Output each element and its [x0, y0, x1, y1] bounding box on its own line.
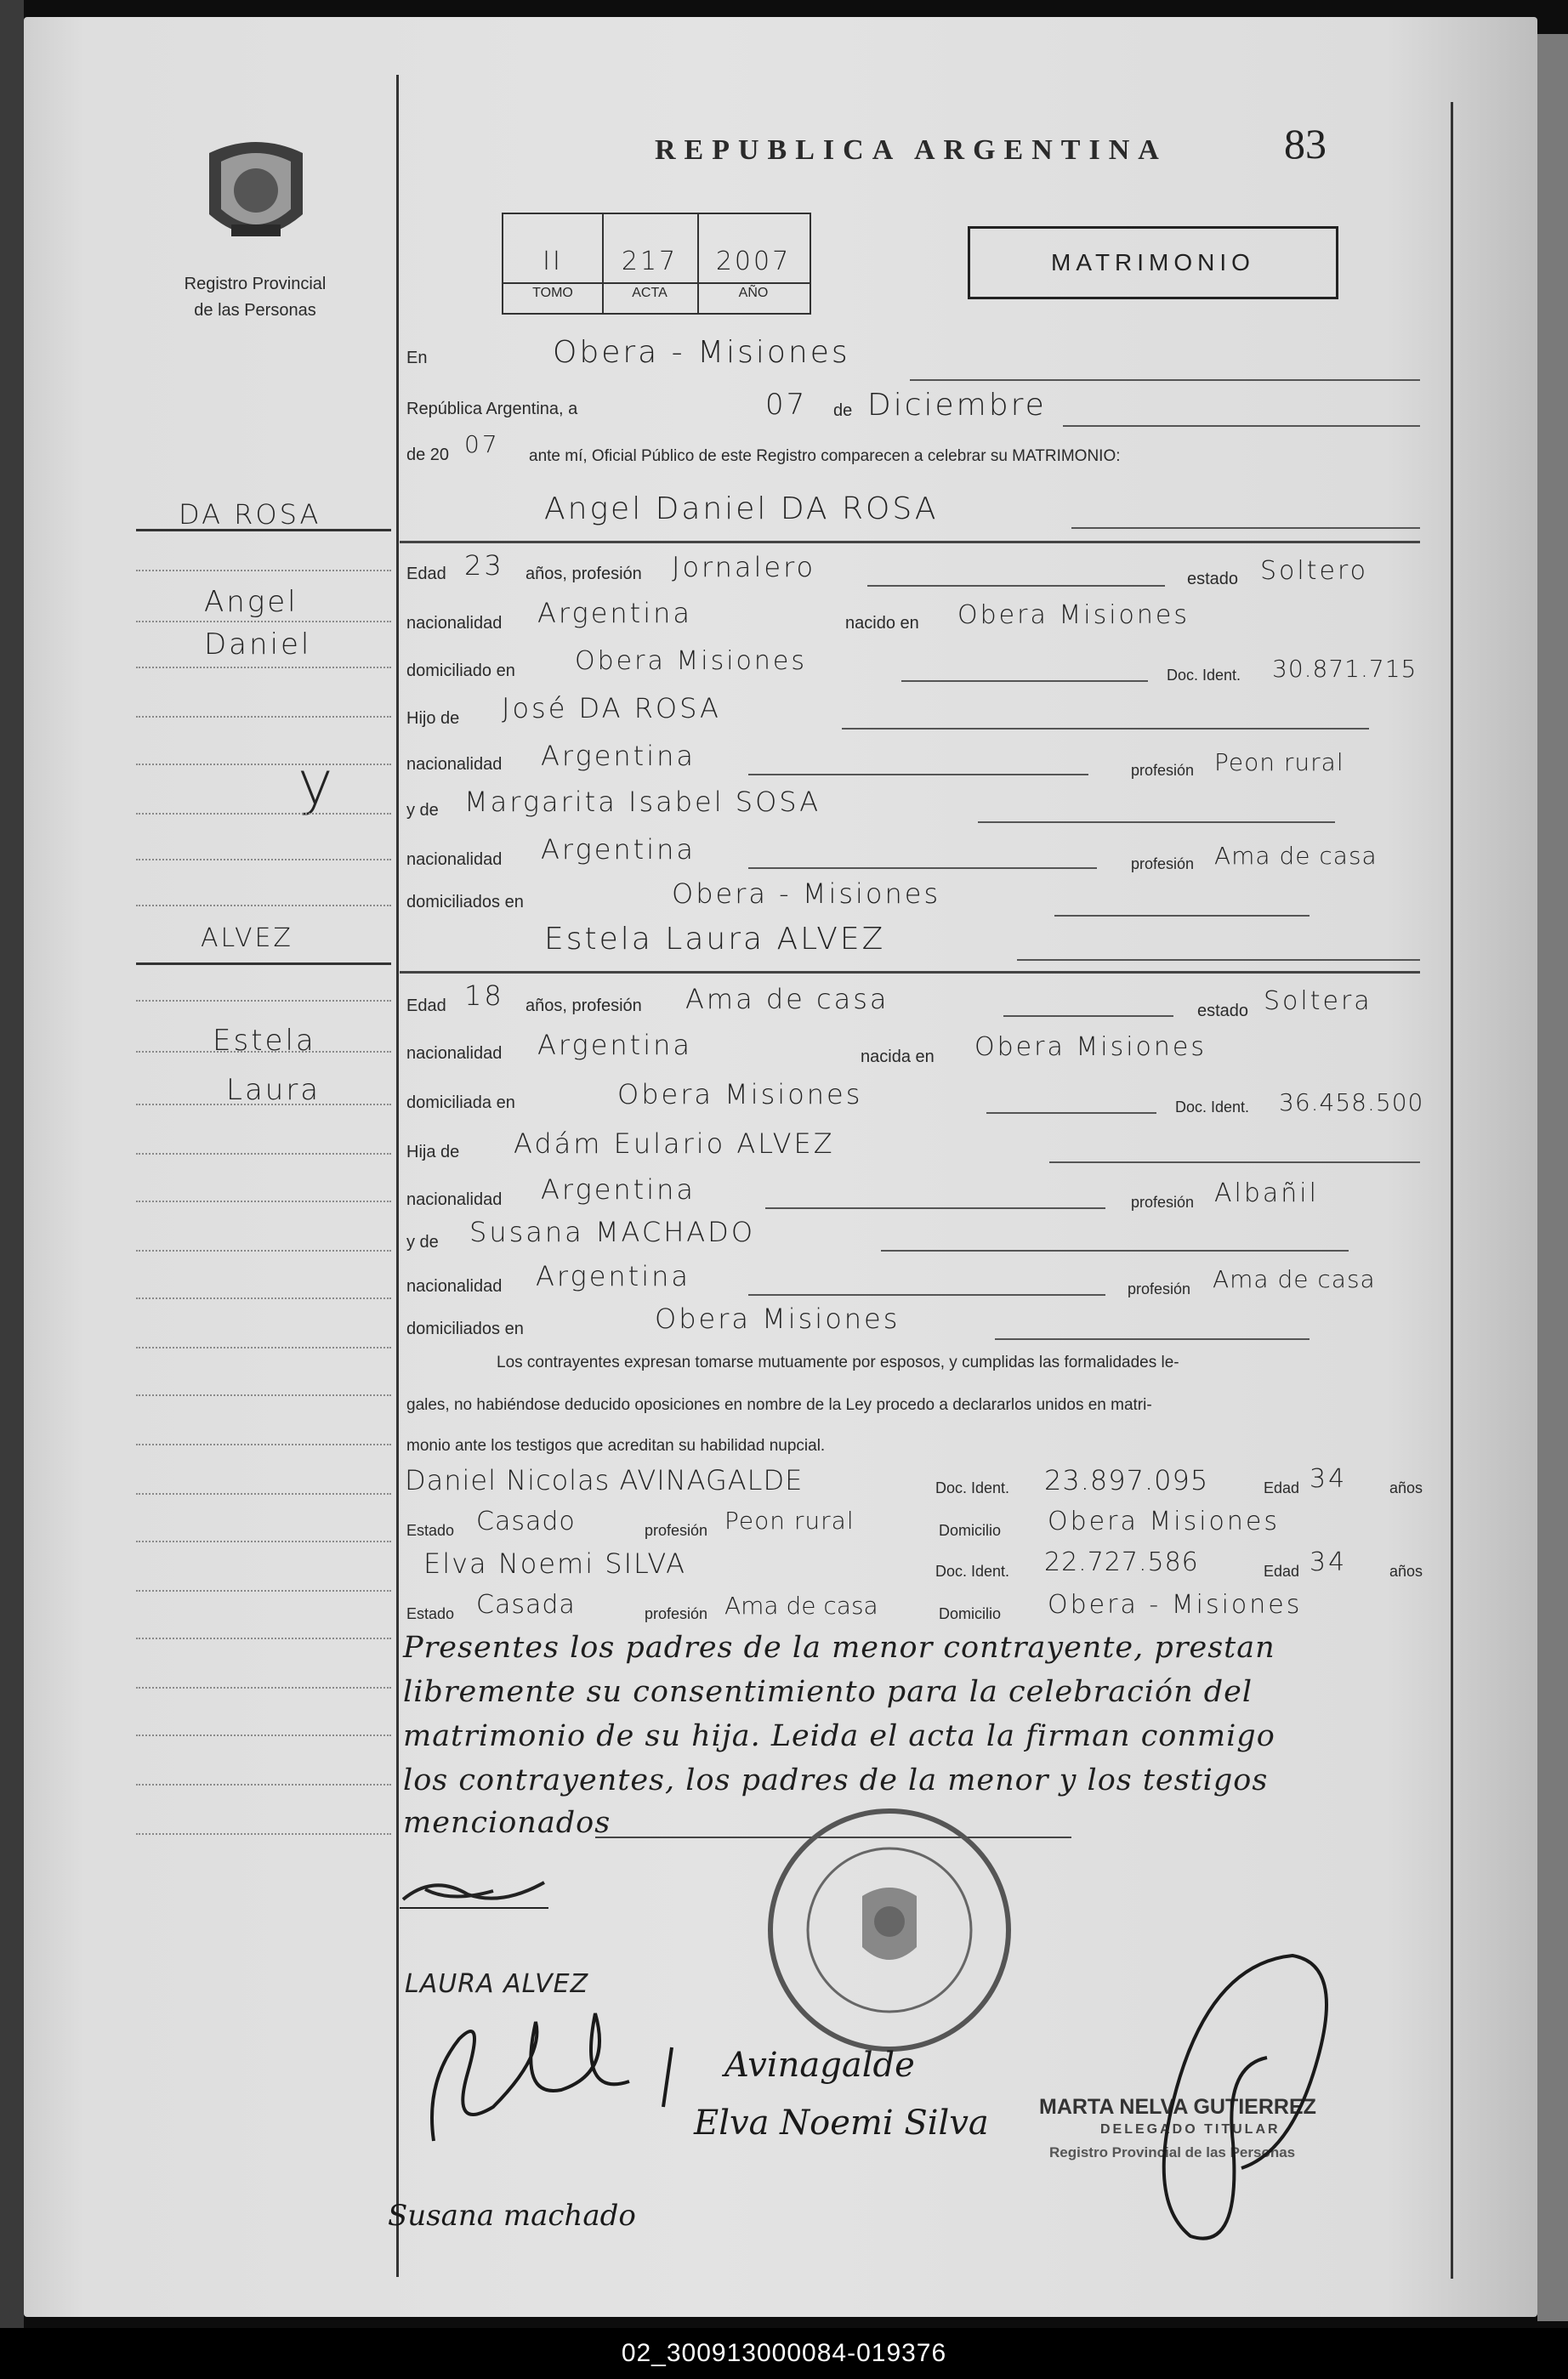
witness2-signature: Elva Noemi Silva	[694, 2104, 989, 2143]
nacionalidad-label: nacionalidad	[406, 1277, 503, 1296]
bride-mother-name: Susana MACHADO	[469, 1216, 755, 1248]
margin-dotted	[136, 1153, 391, 1155]
witness-domicilio-label: Domicilio	[939, 1605, 1002, 1622]
declaration-line2: gales, no habiéndose deducido oposiciones en nombre de la Ley procedo a declararlos unidos en matri-	[406, 1396, 1152, 1414]
witness1-signature: Avinagalde	[724, 2046, 915, 2085]
witness-edad-label: Edad	[1264, 1479, 1300, 1496]
registry-name-line1: Registro Provincial	[184, 275, 327, 293]
profesion-label: profesión	[1131, 762, 1195, 779]
anio-label: AÑO	[738, 286, 769, 300]
day-value: 07	[765, 388, 808, 422]
margin-dotted	[136, 1347, 391, 1348]
groom-given-margin-2: Daniel	[204, 627, 312, 661]
margin-dotted	[136, 621, 391, 622]
hija-label: Hija de	[406, 1143, 460, 1161]
witness-doc-label: Doc. Ident.	[935, 1563, 1010, 1580]
section-divider	[400, 541, 1420, 543]
fill-line	[748, 867, 1097, 869]
margin-dotted	[136, 1444, 391, 1445]
bride-mother-profession: Ama de casa	[1213, 1265, 1376, 1293]
margin-dotted	[136, 1051, 391, 1053]
declaration-line1: Los contrayentes expresan tomarse mutuamente por esposos, y cumplidas las formalidades le-	[497, 1354, 1179, 1371]
witness1-age: 34	[1310, 1464, 1348, 1494]
fill-line	[1063, 425, 1420, 427]
margin-dotted	[136, 1784, 391, 1786]
left-margin-rule	[396, 75, 399, 2277]
estado-label: estado	[1187, 570, 1239, 588]
witness2-profession: Ama de casa	[724, 1592, 878, 1620]
witness-domicilio-label: Domicilio	[939, 1522, 1002, 1539]
witness-estado-label: Estado	[406, 1605, 455, 1622]
acta-value: 217	[621, 247, 679, 276]
groom-full-name: Angel Daniel DA ROSA	[544, 491, 939, 526]
republica-label: República Argentina, a	[406, 400, 578, 418]
profesion-label: años, profesión	[526, 996, 642, 1015]
bride-birthplace: Obera Misiones	[974, 1032, 1207, 1062]
margin-dotted	[136, 1250, 391, 1252]
mother-signature: Susana machado	[388, 2199, 636, 2233]
registry-name-line2: de las Personas	[194, 301, 316, 320]
profesion-label: profesión	[1128, 1280, 1191, 1297]
domiciliado-label: domiciliado en	[406, 661, 515, 680]
edad-label: Edad	[406, 565, 446, 583]
bride-civil-status: Soltera	[1264, 986, 1372, 1016]
father-signature-icon	[417, 2005, 689, 2158]
groom-father-name: José DA ROSA	[502, 692, 721, 724]
estado-label: estado	[1197, 1002, 1249, 1020]
domiciliados-label: domiciliados en	[406, 1320, 524, 1338]
bride-father-name: Adám Eulario ALVEZ	[514, 1127, 835, 1160]
country-title: REPUBLICA ARGENTINA	[655, 134, 1167, 166]
year-suffix-value: 07	[464, 430, 500, 458]
groom-doc-number: 30.871.715	[1272, 655, 1417, 683]
fill-line	[867, 585, 1165, 587]
nacionalidad-label: nacionalidad	[406, 850, 503, 869]
notes-line3: matrimonio de su hija. Leida el acta la firman conmigo	[403, 1719, 1275, 1753]
witness-profesion-label: profesión	[645, 1605, 708, 1622]
profesion-label: profesión	[1131, 855, 1195, 872]
groom-mother-nationality: Argentina	[541, 833, 696, 866]
margin-dotted	[136, 1297, 391, 1299]
tomo-value: II	[543, 247, 563, 276]
book-edge-left	[0, 0, 24, 2330]
margin-dotted	[136, 1735, 391, 1736]
book-edge-right	[1537, 34, 1568, 2321]
bride-father-profession: Albañil	[1214, 1178, 1319, 1208]
groom-age: 23	[464, 549, 504, 582]
notes-line1: Presentes los padres de la menor contrayente, prestan	[403, 1631, 1275, 1665]
connector-y: y	[298, 748, 336, 818]
margin-rule	[136, 529, 391, 531]
margin-dotted	[136, 859, 391, 860]
fill-line	[1017, 959, 1420, 961]
groom-mother-name: Margarita Isabel SOSA	[464, 786, 821, 818]
ante-text: ante mí, Oficial Público de este Registro comparecen a celebrar su MATRIMONIO:	[529, 447, 1121, 465]
image-caption: 02_300913000084-019376	[0, 2328, 1568, 2379]
groom-surname-margin: DA ROSA	[179, 498, 321, 531]
margin-dotted	[136, 1541, 391, 1542]
witness-doc-label: Doc. Ident.	[935, 1479, 1010, 1496]
groom-father-nationality: Argentina	[541, 740, 696, 772]
margin-dotted	[136, 764, 391, 765]
notes-line4: los contrayentes, los padres de la menor y los testigos	[403, 1763, 1269, 1797]
record-id-box	[502, 213, 811, 315]
declaration-line3: monio ante los testigos que acreditan su habilidad nupcial.	[406, 1437, 826, 1455]
bride-nationality: Argentina	[537, 1029, 692, 1061]
margin-dotted	[136, 1000, 391, 1002]
section-divider	[400, 971, 1420, 974]
groom-given-margin-1: Angel	[204, 585, 298, 619]
witness-edad-label: Edad	[1264, 1563, 1300, 1580]
de-label: de	[833, 401, 853, 420]
groom-profession: Jornalero	[672, 551, 816, 583]
official-title: DELEGADO TITULAR	[1100, 2122, 1281, 2137]
witness1-status: Casado	[476, 1507, 576, 1536]
witness-anos-label: años	[1389, 1563, 1423, 1580]
yde-label: y de	[406, 801, 439, 820]
margin-dotted	[136, 1833, 391, 1835]
fill-line	[978, 821, 1335, 823]
witness-estado-label: Estado	[406, 1522, 455, 1539]
domiciliada-label: domiciliada en	[406, 1093, 515, 1112]
bride-age: 18	[464, 979, 504, 1012]
margin-rule	[136, 962, 391, 965]
domiciliados-label: domiciliados en	[406, 893, 524, 911]
profesion-label: años, profesión	[526, 565, 642, 583]
bride-full-name: Estela Laura ALVEZ	[544, 922, 886, 957]
bride-parents-domicile: Obera Misiones	[655, 1303, 900, 1335]
nacida-label: nacida en	[861, 1048, 935, 1066]
bride-given-margin-2: Laura	[226, 1073, 321, 1107]
fill-line	[910, 379, 1420, 381]
profesion-label: profesión	[1131, 1194, 1195, 1211]
doc-ident-label: Doc. Ident.	[1175, 1099, 1250, 1116]
groom-civil-status: Soltero	[1260, 556, 1368, 586]
witness2-age: 34	[1310, 1547, 1348, 1577]
margin-dotted	[136, 1104, 391, 1105]
nacido-label: nacido en	[845, 614, 919, 633]
nacionalidad-label: nacionalidad	[406, 1044, 503, 1063]
groom-birthplace: Obera Misiones	[957, 600, 1190, 630]
margin-dotted	[136, 716, 391, 718]
groom-mother-profession: Ama de casa	[1214, 842, 1378, 870]
groom-domicile: Obera Misiones	[575, 646, 808, 676]
witness1-profession: Peon rural	[724, 1507, 855, 1535]
margin-dotted	[136, 570, 391, 571]
margin-dotted	[136, 1687, 391, 1689]
groom-signature-icon	[400, 1865, 553, 1916]
nacionalidad-label: nacionalidad	[406, 614, 503, 633]
document-type-box: MATRIMONIO	[968, 226, 1338, 299]
place-value: Obera - Misiones	[553, 335, 850, 370]
witness2-name: Elva Noemi SILVA	[423, 1547, 687, 1580]
official-office: Registro Provincial de las Personas	[1049, 2144, 1296, 2160]
doc-ident-label: Doc. Ident.	[1167, 667, 1241, 684]
tomo-label: TOMO	[532, 286, 573, 300]
registry-seal-icon	[762, 1803, 1017, 2058]
margin-dotted	[136, 1201, 391, 1202]
witness2-doc: 22.727.586	[1044, 1547, 1199, 1577]
year-prefix-label: de 20	[406, 446, 450, 464]
witness1-doc: 23.897.095	[1044, 1464, 1209, 1496]
bride-profession: Ama de casa	[685, 983, 889, 1015]
bride-signature: LAURA ALVEZ	[405, 1969, 589, 1999]
witness2-domicile: Obera - Misiones	[1048, 1590, 1303, 1620]
nacionalidad-label: nacionalidad	[406, 1190, 503, 1209]
anio-value: 2007	[715, 247, 792, 276]
page-number: 83	[1284, 120, 1327, 167]
margin-dotted	[136, 1394, 391, 1396]
right-margin-rule	[1451, 102, 1453, 2279]
bride-domicile: Obera Misiones	[617, 1078, 863, 1110]
en-label: En	[406, 349, 428, 367]
witness-profesion-label: profesión	[645, 1522, 708, 1539]
margin-dotted	[136, 667, 391, 668]
fill-line	[1071, 527, 1420, 529]
fill-line	[748, 774, 1088, 775]
witness2-status: Casada	[476, 1590, 576, 1620]
witness1-name: Daniel Nicolas AVINAGALDE	[405, 1464, 804, 1496]
notes-line5: mencionados	[403, 1806, 611, 1840]
provincial-emblem-icon	[201, 136, 311, 257]
hijo-label: Hijo de	[406, 709, 460, 728]
groom-parents-domicile: Obera - Misiones	[672, 877, 941, 910]
margin-dotted	[136, 1493, 391, 1495]
notes-line2: libremente su consentimiento para la celebración del	[403, 1675, 1253, 1709]
fill-line	[986, 1112, 1156, 1114]
bride-given-margin-1: Estela	[213, 1024, 316, 1058]
witness-anos-label: años	[1389, 1479, 1423, 1496]
fill-line	[1003, 1015, 1173, 1017]
official-signature-icon	[1139, 1930, 1352, 2287]
fill-line	[1054, 915, 1310, 917]
margin-dotted	[136, 1638, 391, 1639]
fill-line	[881, 1250, 1349, 1252]
groom-nationality: Argentina	[537, 597, 692, 629]
bride-doc-number: 36.458.500	[1279, 1088, 1424, 1116]
bride-father-nationality: Argentina	[541, 1173, 696, 1206]
month-value: Diciembre	[867, 388, 1047, 423]
margin-dotted	[136, 1590, 391, 1592]
fill-line	[901, 680, 1148, 682]
fill-line	[1049, 1161, 1420, 1163]
acta-label: ACTA	[632, 286, 668, 300]
fill-line	[748, 1294, 1105, 1296]
bride-mother-nationality: Argentina	[536, 1260, 690, 1292]
margin-dotted	[136, 813, 391, 815]
witness1-domicile: Obera Misiones	[1048, 1507, 1281, 1536]
official-name: MARTA NELVA GUTIERREZ	[1039, 2095, 1316, 2119]
bride-surname-margin: ALVEZ	[201, 923, 293, 953]
groom-father-profession: Peon rural	[1214, 748, 1344, 776]
edad-label: Edad	[406, 996, 446, 1015]
margin-dotted	[136, 905, 391, 906]
fill-line	[995, 1338, 1310, 1340]
yde-label: y de	[406, 1233, 439, 1252]
fill-line	[842, 728, 1369, 730]
record-box-divider	[503, 282, 810, 284]
fill-line	[765, 1207, 1105, 1209]
nacionalidad-label: nacionalidad	[406, 755, 503, 774]
